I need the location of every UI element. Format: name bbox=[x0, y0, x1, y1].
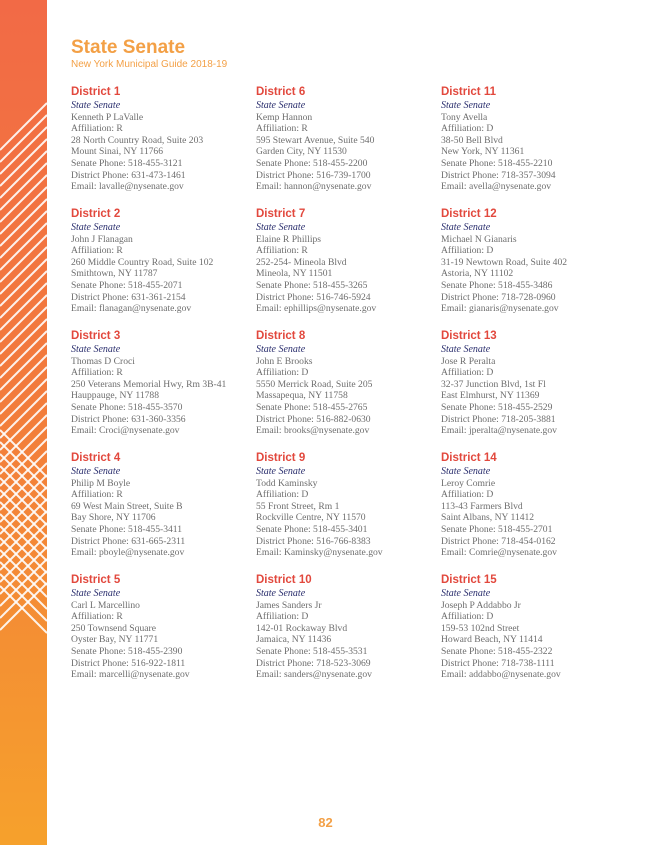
directory-entry bbox=[71, 86, 256, 208]
email: Email: Comrie@nysenate.gov bbox=[441, 547, 557, 559]
directory-entry bbox=[256, 86, 441, 208]
directory-grid bbox=[71, 86, 631, 696]
senate-phone: Senate Phone: 518-455-2210 bbox=[441, 157, 553, 169]
member-name: Leroy Comrie bbox=[441, 477, 496, 489]
chamber-label: State Senate bbox=[441, 466, 491, 477]
directory-entry bbox=[441, 330, 626, 452]
district-heading: District 5 bbox=[71, 574, 121, 586]
district-phone: District Phone: 718-357-3094 bbox=[441, 169, 556, 181]
chamber-label: State Senate bbox=[256, 588, 306, 599]
senate-phone: Senate Phone: 518-455-2701 bbox=[441, 523, 553, 535]
email: Email: sanders@nysenate.gov bbox=[256, 669, 372, 681]
address-line-1: 113-43 Farmers Blvd bbox=[441, 500, 523, 512]
member-name: John J Flanagan bbox=[71, 233, 133, 245]
directory-entry bbox=[256, 330, 441, 452]
address-line-2: Garden City, NY 11530 bbox=[256, 146, 347, 158]
address-line-1: 252-254- Mineola Blvd bbox=[256, 256, 347, 268]
district-phone: District Phone: 516-882-0630 bbox=[256, 413, 371, 425]
member-name: Todd Kaminsky bbox=[256, 477, 318, 489]
district-phone: District Phone: 718-728-0960 bbox=[441, 291, 556, 303]
address-line-1: 250 Townsend Square bbox=[71, 622, 156, 634]
senate-phone: Senate Phone: 518-455-3401 bbox=[256, 523, 368, 535]
district-phone: District Phone: 718-523-3069 bbox=[256, 657, 371, 669]
address-line-1: 32-37 Junction Blvd, 1st Fl bbox=[441, 378, 546, 390]
chamber-label: State Senate bbox=[71, 344, 121, 355]
address-line-1: 595 Stewart Avenue, Suite 540 bbox=[256, 134, 375, 146]
address-line-2: Astoria, NY 11102 bbox=[441, 268, 514, 280]
member-name: Kemp Hannon bbox=[256, 111, 313, 123]
email: Email: jperalta@nysenate.gov bbox=[441, 425, 557, 437]
chamber-label: State Senate bbox=[441, 344, 491, 355]
email: Email: Kaminsky@nysenate.gov bbox=[256, 547, 383, 559]
chamber-label: State Senate bbox=[71, 222, 121, 233]
district-phone: District Phone: 516-766-8383 bbox=[256, 535, 371, 547]
chamber-label: State Senate bbox=[256, 100, 306, 111]
senate-phone: Senate Phone: 518-455-2529 bbox=[441, 401, 553, 413]
district-heading: District 13 bbox=[441, 330, 497, 342]
district-heading: District 3 bbox=[71, 330, 121, 342]
district-phone: District Phone: 631-473-1461 bbox=[71, 169, 186, 181]
affiliation: Affiliation: R bbox=[71, 123, 123, 135]
address-line-2: Rockville Centre, NY 11570 bbox=[256, 512, 366, 524]
directory-entry bbox=[71, 574, 256, 696]
affiliation: Affiliation: D bbox=[256, 489, 309, 501]
chamber-label: State Senate bbox=[256, 222, 306, 233]
district-heading: District 2 bbox=[71, 208, 121, 220]
page-number: 82 bbox=[318, 815, 333, 830]
address-line-1: 5550 Merrick Road, Suite 205 bbox=[256, 378, 373, 390]
diagonal-stripes-pattern bbox=[0, 0, 47, 845]
senate-phone: Senate Phone: 518-455-2200 bbox=[256, 157, 368, 169]
district-heading: District 1 bbox=[71, 86, 121, 98]
senate-phone: Senate Phone: 518-455-3411 bbox=[71, 523, 183, 535]
chamber-label: State Senate bbox=[441, 100, 491, 111]
directory-entry bbox=[441, 574, 626, 696]
member-name: Jose R Peralta bbox=[441, 355, 496, 367]
directory-entry bbox=[256, 452, 441, 574]
directory-entry bbox=[441, 208, 626, 330]
district-phone: District Phone: 718-738-1111 bbox=[441, 657, 555, 669]
district-phone: District Phone: 718-454-0162 bbox=[441, 535, 556, 547]
address-line-2: Massapequa, NY 11758 bbox=[256, 390, 348, 402]
district-heading: District 11 bbox=[441, 86, 496, 98]
senate-phone: Senate Phone: 518-455-3265 bbox=[256, 279, 368, 291]
decorative-side-band bbox=[0, 0, 47, 845]
address-line-2: Mount Sinai, NY 11766 bbox=[71, 146, 164, 158]
chamber-label: State Senate bbox=[71, 588, 121, 599]
email: Email: pboyle@nysenate.gov bbox=[71, 547, 185, 559]
district-heading: District 8 bbox=[256, 330, 306, 342]
district-heading: District 14 bbox=[441, 452, 497, 464]
address-line-2: East Elmhurst, NY 11369 bbox=[441, 390, 540, 402]
directory-entry bbox=[71, 208, 256, 330]
chamber-label: State Senate bbox=[256, 466, 306, 477]
district-phone: District Phone: 631-361-2154 bbox=[71, 291, 186, 303]
page-title: State Senate bbox=[71, 37, 186, 58]
address-line-2: New York, NY 11361 bbox=[441, 146, 525, 158]
affiliation: Affiliation: R bbox=[71, 489, 123, 501]
address-line-1: 28 North Country Road, Suite 203 bbox=[71, 134, 204, 146]
email: Email: ephillips@nysenate.gov bbox=[256, 303, 377, 315]
email: Email: hannon@nysenate.gov bbox=[256, 181, 372, 193]
member-name: Philip M Boyle bbox=[71, 477, 131, 489]
directory-entry bbox=[441, 452, 626, 574]
address-line-2: Hauppauge, NY 11788 bbox=[71, 390, 160, 402]
senate-phone: Senate Phone: 518-455-3486 bbox=[441, 279, 553, 291]
member-name: James Sanders Jr bbox=[256, 599, 322, 611]
senate-phone: Senate Phone: 518-455-2322 bbox=[441, 645, 553, 657]
senate-phone: Senate Phone: 518-455-3570 bbox=[71, 401, 183, 413]
address-line-2: Howard Beach, NY 11414 bbox=[441, 634, 543, 646]
address-line-2: Jamaica, NY 11436 bbox=[256, 634, 332, 646]
email: Email: flanagan@nysenate.gov bbox=[71, 303, 192, 315]
affiliation: Affiliation: R bbox=[256, 245, 308, 257]
address-line-2: Smithtown, NY 11787 bbox=[71, 268, 158, 280]
affiliation: Affiliation: R bbox=[71, 245, 123, 257]
affiliation: Affiliation: D bbox=[441, 123, 494, 135]
directory-entry bbox=[256, 574, 441, 696]
page-subtitle: New York Municipal Guide 2018-19 bbox=[71, 59, 228, 70]
email: Email: brooks@nysenate.gov bbox=[256, 425, 370, 437]
address-line-2: Mineola, NY 11501 bbox=[256, 268, 333, 280]
senate-phone: Senate Phone: 518-455-3121 bbox=[71, 157, 183, 169]
district-phone: District Phone: 631-360-3356 bbox=[71, 413, 186, 425]
email: Email: lavalle@nysenate.gov bbox=[71, 181, 184, 193]
affiliation: Affiliation: D bbox=[441, 245, 494, 257]
chamber-label: State Senate bbox=[71, 100, 121, 111]
chamber-label: State Senate bbox=[256, 344, 306, 355]
email: Email: Croci@nysenate.gov bbox=[71, 425, 180, 437]
member-name: Tony Avella bbox=[441, 111, 488, 123]
member-name: Joseph P Addabbo Jr bbox=[441, 599, 521, 611]
directory-entry bbox=[71, 452, 256, 574]
district-heading: District 6 bbox=[256, 86, 306, 98]
address-line-1: 69 West Main Street, Suite B bbox=[71, 500, 183, 512]
address-line-1: 38-50 Bell Blvd bbox=[441, 134, 503, 146]
member-name: John E Brooks bbox=[256, 355, 313, 367]
address-line-2: Oyster Bay, NY 11771 bbox=[71, 634, 159, 646]
district-heading: District 7 bbox=[256, 208, 306, 220]
chamber-label: State Senate bbox=[441, 222, 491, 233]
affiliation: Affiliation: D bbox=[441, 489, 494, 501]
affiliation: Affiliation: R bbox=[71, 611, 123, 623]
affiliation: Affiliation: D bbox=[256, 367, 309, 379]
directory-entry bbox=[71, 330, 256, 452]
member-name: Thomas D Croci bbox=[71, 355, 135, 367]
member-name: Carl L Marcellino bbox=[71, 599, 140, 611]
chamber-label: State Senate bbox=[71, 466, 121, 477]
address-line-1: 159-53 102nd Street bbox=[441, 622, 520, 634]
email: Email: gianaris@nysenate.gov bbox=[441, 303, 559, 315]
senate-phone: Senate Phone: 518-455-2765 bbox=[256, 401, 368, 413]
affiliation: Affiliation: R bbox=[256, 123, 308, 135]
address-line-2: Saint Albans, NY 11412 bbox=[441, 512, 535, 524]
address-line-1: 31-19 Newtown Road, Suite 402 bbox=[441, 256, 568, 268]
district-heading: District 9 bbox=[256, 452, 306, 464]
page-header bbox=[71, 37, 227, 71]
address-line-1: 142-01 Rockaway Blvd bbox=[256, 622, 348, 634]
district-phone: District Phone: 631-665-2311 bbox=[71, 535, 186, 547]
address-line-1: 55 Front Street, Rm 1 bbox=[256, 500, 340, 512]
district-heading: District 15 bbox=[441, 574, 497, 586]
email: Email: marcelli@nysenate.gov bbox=[71, 669, 190, 681]
district-heading: District 10 bbox=[256, 574, 312, 586]
member-name: Elaine R Phillips bbox=[256, 233, 322, 245]
address-line-1: 250 Veterans Memorial Hwy, Rm 3B-41 bbox=[71, 378, 227, 390]
district-phone: District Phone: 516-739-1700 bbox=[256, 169, 371, 181]
senate-phone: Senate Phone: 518-455-2071 bbox=[71, 279, 183, 291]
member-name: Michael N Gianaris bbox=[441, 233, 517, 245]
chamber-label: State Senate bbox=[441, 588, 491, 599]
senate-phone: Senate Phone: 518-455-2390 bbox=[71, 645, 183, 657]
district-heading: District 12 bbox=[441, 208, 497, 220]
address-line-2: Bay Shore, NY 11706 bbox=[71, 512, 156, 524]
district-phone: District Phone: 516-922-1811 bbox=[71, 657, 186, 669]
email: Email: avella@nysenate.gov bbox=[441, 181, 552, 193]
affiliation: Affiliation: D bbox=[441, 367, 494, 379]
district-phone: District Phone: 516-746-5924 bbox=[256, 291, 371, 303]
affiliation: Affiliation: R bbox=[71, 367, 123, 379]
member-name: Kenneth P LaValle bbox=[71, 111, 144, 123]
directory-entry bbox=[441, 86, 626, 208]
senate-phone: Senate Phone: 518-455-3531 bbox=[256, 645, 368, 657]
directory-entry bbox=[256, 208, 441, 330]
affiliation: Affiliation: D bbox=[256, 611, 309, 623]
email: Email: addabbo@nysenate.gov bbox=[441, 669, 561, 681]
affiliation: Affiliation: D bbox=[441, 611, 494, 623]
address-line-1: 260 Middle Country Road, Suite 102 bbox=[71, 256, 214, 268]
district-heading: District 4 bbox=[71, 452, 121, 464]
district-phone: District Phone: 718-205-3881 bbox=[441, 413, 556, 425]
